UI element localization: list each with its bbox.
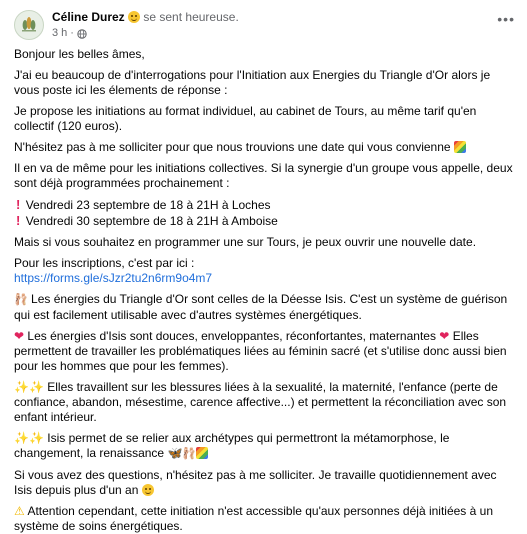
- date-text-amboise: Vendredi 30 septembre de 18 à 21H à Amboise: [25, 214, 278, 228]
- heart-emoji-icon: ❤: [14, 329, 25, 343]
- paragraph-greeting: Bonjour les belles âmes,: [14, 47, 145, 61]
- more-options-icon[interactable]: •••: [497, 11, 515, 27]
- paragraph-isis: [14, 292, 513, 323]
- paragraph-energies: [14, 329, 513, 374]
- date-item-amboise: [14, 213, 513, 229]
- paragraph-archetypes: [14, 431, 513, 462]
- paragraph-isis-text: Les énergies du Triangle d'Or sont celles de la Déesse Isis. C'est un système de guérison qui est facilement utilisable avec d'autres systèmes énergétiques.: [14, 292, 508, 322]
- paragraph-questions: [14, 468, 513, 498]
- paragraph-archetypes-text: Isis permet de se relier aux archétypes qui permettront la métamorphose, le changement, la renaissance: [14, 431, 450, 460]
- sparkles-emoji-icon: ✨✨: [14, 431, 44, 445]
- smile-emoji-icon: [128, 11, 140, 23]
- author-line: [52, 10, 239, 25]
- date-item-loches: [14, 197, 513, 213]
- feeling-text: se sent heureuse.: [143, 10, 239, 24]
- globe-icon: [77, 29, 87, 39]
- paragraph-questions-text: Si vous avez des questions, n'hésitez pas à me solliciter. Je travaille quotidiennement avec Isis depuis plus d'un an: [14, 468, 497, 497]
- ballet-shoe-emoji-icon: 🩰: [14, 294, 28, 306]
- meta-separator: ·: [70, 27, 74, 39]
- avatar-logo-icon: [18, 14, 40, 36]
- date-text-loches: Vendredi 23 septembre de 18 à 21H à Loches: [25, 198, 271, 212]
- paragraph-wounds: [14, 380, 513, 425]
- post-header: [14, 10, 513, 44]
- paragraph-contact: [14, 140, 513, 155]
- exclamation-icon: !: [16, 197, 21, 212]
- paragraph-wounds-text: Elles travaillent sur les blessures liées à la sexualité, la maternité, l'enfance (perte de confiance, abandon, mésestime, carence affective...) et permettent la réconciliation avec son enfant intérieur.: [14, 380, 507, 424]
- paragraph-format: Je propose les initiations au format individuel, au cabinet de Tours, au même tarif qu'en collectif (120 euros).: [14, 104, 477, 133]
- paragraph-contact-text: N'hésitez pas à me solliciter pour que nous trouvions une date qui vous convienne: [14, 140, 451, 154]
- post-body: [14, 47, 513, 534]
- exclamation-icon: !: [16, 213, 21, 228]
- sparkles-emoji-icon: ✨✨: [14, 380, 44, 394]
- paragraph-tours: Mais si vous souhaitez en programmer une sur Tours, je peux ouvrir une nouvelle date.: [14, 235, 477, 249]
- paragraph-inscriptions: [14, 256, 513, 286]
- paragraph-collective: Il en va de même pour les initiations collectives. Si la synergie d'un groupe vous appelle, deux sont déjà programmées prochainement :: [14, 161, 513, 190]
- inscriptions-text: Pour les inscriptions, c'est par ici :: [14, 256, 195, 270]
- paragraph-energies-text: Les énergies d'Isis sont douces, enveloppantes, réconfortantes, maternantes: [27, 329, 436, 343]
- rainbow-emoji-icon: [454, 141, 466, 153]
- paragraph-intro: J'ai eu beaucoup de d'interrogations pour l'Initiation aux Energies du Triangle d'Or alors je vous poste ici les élements de réponse :: [14, 68, 491, 97]
- smile-emoji-icon: [142, 484, 154, 496]
- paragraph-warning-text: Attention cependant, cette initiation n'est accessible qu'aux personnes déjà initiées à un système de soins énergétiques.: [14, 504, 493, 533]
- paragraph-warning: [14, 504, 513, 534]
- ballet-shoe-emoji-icon: 🩰: [182, 448, 197, 460]
- inscription-link[interactable]: https://forms.gle/sJzr2tu2n6rm9o4m7: [14, 271, 213, 285]
- rainbow-emoji-icon: [196, 447, 208, 459]
- butterfly-emoji-icon: 🦋: [167, 446, 183, 460]
- post-time[interactable]: 3 h: [52, 27, 68, 39]
- heart-emoji-icon: ❤: [439, 329, 450, 343]
- warning-emoji-icon: ⚠: [14, 504, 25, 518]
- paragraph-energies-text-2: Elles permettent de travailler les problématiques liées au féminin sacré (et s'utilise donc aussi bien pour les hommes que pour les femmes).: [14, 329, 507, 373]
- dates-list: [14, 197, 513, 229]
- avatar[interactable]: [14, 10, 44, 40]
- post-meta: [52, 10, 239, 41]
- post-sub-line: [52, 26, 239, 41]
- author-name[interactable]: Céline Durez: [52, 10, 125, 24]
